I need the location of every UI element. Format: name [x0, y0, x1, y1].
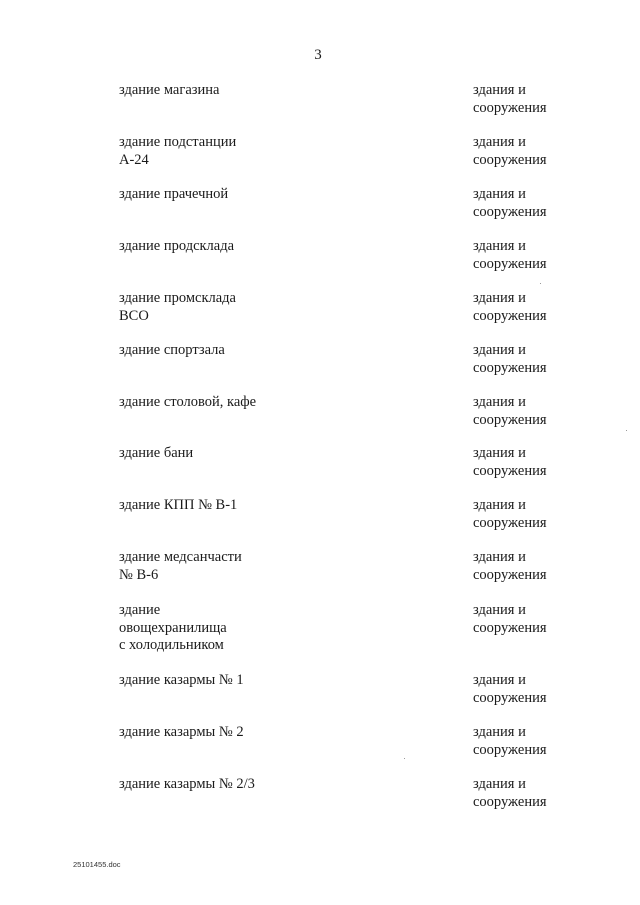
entry-name: здание КПП № В-1 — [119, 497, 238, 513]
entry-category: здания и сооружения — [473, 238, 547, 272]
entry-category: здания и сооружения — [473, 672, 547, 706]
entry-name: здание спортзала — [119, 342, 225, 358]
entry-name: здание прачечной — [119, 186, 229, 202]
entry-name: здание подстанции А-24 — [119, 134, 237, 168]
entry-category: здания и сооружения — [473, 776, 547, 810]
entry-name: здание овощехранилища с холодильником — [119, 602, 227, 653]
entry-name: здание казармы № 1 — [119, 672, 244, 688]
entry-category: здания и сооружения — [473, 82, 547, 116]
entry-category: здания и сооружения — [473, 445, 547, 479]
entry-category: здания и сооружения — [473, 497, 547, 531]
scan-speck — [404, 758, 405, 759]
entry-category: здания и сооружения — [473, 342, 547, 376]
entry-name: здание казармы № 2/3 — [119, 776, 255, 792]
entry-category: здания и сооружения — [473, 724, 547, 758]
entry-category: здания и сооружения — [473, 602, 547, 636]
entry-name: здание продсклада — [119, 238, 235, 254]
scan-speck — [540, 283, 541, 284]
entry-name: здание столовой, кафе — [119, 394, 257, 410]
entry-name: здание магазина — [119, 82, 220, 98]
entry-category: здания и сооружения — [473, 549, 547, 583]
entry-category: здания и сооружения — [473, 186, 547, 220]
entry-name: здание казармы № 2 — [119, 724, 244, 740]
page-number: 3 — [314, 47, 322, 63]
entry-category: здания и сооружения — [473, 394, 547, 428]
entry-category: здания и сооружения — [473, 134, 547, 168]
entry-category: здания и сооружения — [473, 290, 547, 324]
entry-name: здание бани — [119, 445, 194, 461]
scan-speck — [626, 430, 627, 431]
entry-name: здание медсанчасти № В-6 — [119, 549, 242, 583]
document-footer: 25101455.doc — [73, 860, 121, 869]
entry-name: здание промсклада ВСО — [119, 290, 236, 324]
